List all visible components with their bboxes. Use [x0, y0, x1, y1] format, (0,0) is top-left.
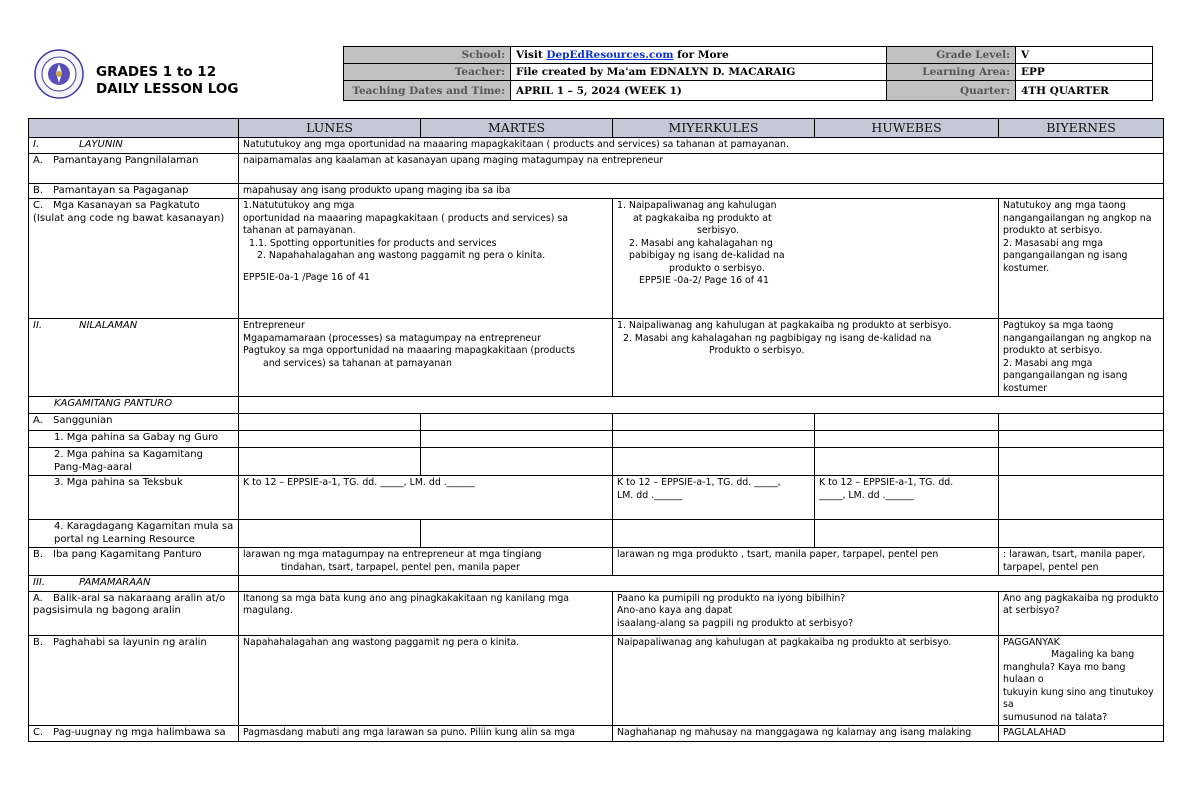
- row-gabay: [29, 431, 1164, 448]
- cell-pag-uugnay-lunes-martes: Pagmasdang mabuti ang mga larawan sa puno. Piliin kung alin sa mga: [239, 726, 613, 742]
- kasanayan-lunes-line: oportunidad na maaaring mapagkakitaan ( products and services) sa: [243, 212, 568, 224]
- label-pangnilalaman: [29, 153, 239, 183]
- text-pagaganap: Pamantayan sa Pagaganap: [53, 184, 189, 196]
- num-balik-aral: A.: [33, 592, 43, 604]
- iba-pang-biyernes-line: tarpapel, pentel pen: [1003, 561, 1099, 573]
- day-header-lunes: LUNES: [239, 119, 421, 138]
- row-iba-pang: [29, 548, 1164, 576]
- text-iba-pang: Iba pang Kagamitang Panturo: [53, 549, 202, 560]
- teaching-dates-value: APRIL 1 – 5, 2024 (WEEK 1): [511, 81, 887, 101]
- deped-seal-icon: [34, 49, 84, 99]
- nilalaman-biyernes-line: 2. Masabi ang mga: [1003, 357, 1093, 369]
- cell-sanggunian-martes: [421, 414, 613, 431]
- cell-kasanayan-miyerkules-huwebes: [613, 199, 999, 319]
- paghahabi-biyernes-line: manghula? Kaya mo bang hulaan o: [1003, 661, 1126, 685]
- num-pag-uugnay: C.: [33, 727, 44, 738]
- nilalaman-miyerkules-line: 2. Masabi ang kahalagahan ng pagbibigay ng isang de-kalidad na: [623, 332, 932, 344]
- cell-iba-pang-lunes-martes: [239, 548, 613, 576]
- cell-paghahabi-lunes-martes: Napahahalagahan ang wastong paggamit ng pera o kinita.: [239, 635, 613, 726]
- cell-pangnilalaman: naipamamalas ang kaalaman at kasanayan upang maging matagumpay na entrepreneur: [239, 153, 1164, 183]
- text-pamamaraan: PAMAMARAAN: [79, 577, 151, 588]
- school-suffix: for More: [673, 49, 729, 61]
- info-table: [343, 46, 1153, 101]
- nilalaman-lunes-line: Pagtukoy sa mga opportunidad na maaaring mapagkakitaan (products: [243, 345, 575, 356]
- day-header-row: [29, 119, 1164, 138]
- teksbuk-huwebes-line: K to 12 – EPPSIE-a-1, TG. dd.: [819, 477, 954, 488]
- dll-title: [96, 64, 238, 98]
- cell-iba-pang-biyernes: [999, 548, 1164, 576]
- cell-nilalaman-miyerkules-huwebes: [613, 319, 999, 397]
- text-kasanayan: Mga Kasanayan sa Pagkatuto (Isulat ang code ng bawat kasanayan): [33, 200, 225, 224]
- balik-aral-miyerkules-line: Paano ka pumipili ng produkto na iyong bibilhin?: [617, 592, 846, 604]
- text-sanggunian: Sanggunian: [53, 415, 113, 426]
- row-nilalaman: [29, 319, 1164, 397]
- cell-kagamitang-pang-lunes: [239, 448, 421, 476]
- cell-pag-uugnay-biyernes: PAGLALAHAD: [999, 726, 1164, 742]
- paghahabi-biyernes-line: sumusunod na talata?: [1003, 711, 1108, 723]
- day-header-huwebes: HUWEBES: [815, 119, 999, 138]
- cell-pagaganap: mapahusay ang isang produkto upang maging iba sa iba: [239, 183, 1164, 199]
- num-pangnilalaman: A.: [33, 154, 43, 166]
- kasanayan-miyerkules-line: at pagkakaiba ng produkto at: [633, 212, 772, 224]
- paghahabi-biyernes-line: Magaling ka bang: [1051, 649, 1135, 660]
- label-layunin: [29, 138, 239, 154]
- num-pagaganap: B.: [33, 184, 44, 196]
- paghahabi-biyernes-line: PAGGANYAK: [1003, 636, 1060, 648]
- school-prefix: Visit: [516, 49, 547, 61]
- kasanayan-lunes-code: EPP5IE-0a-1 /Page 16 of 41: [243, 271, 370, 283]
- kasanayan-miyerkules-line: 2. Masabi ang kahalagahan ng: [629, 237, 773, 249]
- label-teksbuk: 3. Mga pahina sa Teksbuk: [29, 476, 239, 520]
- iba-pang-biyernes-line: : larawan, tsart, manila paper,: [1003, 549, 1146, 560]
- kasanayan-lunes-line: 1.1. Spotting opportunities for products and services: [249, 237, 497, 249]
- num-iba-pang: B.: [33, 549, 44, 560]
- cell-kagamitang-pang-martes: [421, 448, 613, 476]
- nilalaman-lunes-line: Entrepreneur: [243, 320, 305, 331]
- label-kagamitan: KAGAMITANG PANTURO: [29, 397, 239, 414]
- day-header-martes: MARTES: [421, 119, 613, 138]
- text-paghahabi: Paghahabi sa layunin ng aralin: [53, 636, 207, 648]
- num-layunin: I.: [33, 139, 40, 150]
- cell-paghahabi-biyernes: [999, 635, 1164, 726]
- kasanayan-biyernes-line: pangangailangan ng isang kostumer.: [1003, 250, 1128, 274]
- label-pag-uugnay: [29, 726, 239, 742]
- label-balik-aral: [29, 591, 239, 635]
- cell-sanggunian-miyerkules: [613, 414, 815, 431]
- row-pamamaraan: [29, 576, 1164, 592]
- cell-kasanayan-lunes-martes: [239, 199, 613, 319]
- cell-paghahabi-miyerkules-huwebes: Naipapaliwanag ang kahulugan at pagkakaiba ng produkto at serbisyo.: [613, 635, 999, 726]
- num-sanggunian: A.: [33, 415, 43, 426]
- learning-area-value: EPP: [1016, 64, 1153, 81]
- row-teksbuk: [29, 476, 1164, 520]
- nilalaman-miyerkules-line: Produkto o serbisyo.: [709, 345, 805, 356]
- num-pamamaraan: III.: [33, 577, 46, 588]
- text-pangnilalaman: Pamantayang Pangnilalaman: [53, 154, 199, 166]
- text-balik-aral: Balik-aral sa nakaraang aralin at/o pagsisimula ng bagong aralin: [33, 592, 226, 616]
- day-header-biyernes: BIYERNES: [999, 119, 1164, 138]
- school-label: School:: [344, 47, 511, 64]
- num-nilalaman: II.: [33, 320, 43, 331]
- label-pamamaraan: [29, 576, 239, 592]
- balik-aral-miyerkules-line: Ano-ano kaya ang dapat: [617, 605, 733, 616]
- kasanayan-lunes-line: 1.Natututukoy ang mga: [243, 200, 355, 211]
- kasanayan-miyerkules-code: EPP5IE -0a-2/ Page 16 of 41: [639, 275, 769, 286]
- teacher-value: File created by Ma'am EDNALYN D. MACARAIG: [511, 64, 887, 81]
- cell-karagdagang-biyernes: [999, 520, 1164, 548]
- row-paghahabi: [29, 635, 1164, 726]
- kasanayan-biyernes-line: nangangailangan ng angkop na: [1003, 212, 1152, 224]
- grade-level-value: V: [1016, 47, 1153, 64]
- cell-balik-aral-biyernes: Ano ang pagkakaiba ng produkto at serbisyo?: [999, 591, 1164, 635]
- cell-kagamitang-pang-biyernes: [999, 448, 1164, 476]
- row-kagamitan: [29, 397, 1164, 414]
- kasanayan-biyernes-line: 2. Masasabi ang mga: [1003, 237, 1103, 249]
- num-paghahabi: B.: [33, 636, 44, 648]
- label-karagdagang: 4. Karagdagang Kagamitan mula sa portal ng Learning Resource: [29, 520, 239, 548]
- cell-gabay-martes: [421, 431, 613, 448]
- cell-teksbuk-biyernes: [999, 476, 1164, 520]
- iba-pang-lunes-line: larawan ng mga matagumpay na entrepreneur at mga tingiang: [243, 549, 542, 560]
- teacher-label: Teacher:: [344, 64, 511, 81]
- label-kasanayan: [29, 199, 239, 319]
- label-gabay: 1. Mga pahina sa Gabay ng Guro: [29, 431, 239, 448]
- row-karagdagang: [29, 520, 1164, 548]
- row-kagamitang-pang: [29, 448, 1164, 476]
- quarter-label: Quarter:: [887, 81, 1016, 101]
- cell-sanggunian-lunes: [239, 414, 421, 431]
- title-line-2: DAILY LESSON LOG: [96, 81, 239, 97]
- row-sanggunian: [29, 414, 1164, 431]
- label-pagaganap: [29, 183, 239, 199]
- nilalaman-biyernes-line: nangangailangan ng angkop na: [1003, 332, 1152, 344]
- nilalaman-lunes-line: and services) sa tahanan at pamayanan: [263, 357, 452, 369]
- row-balik-aral: [29, 591, 1164, 635]
- label-kagamitang-pang: 2. Mga pahina sa Kagamitang Pang-Mag-aaral: [29, 448, 239, 476]
- cell-teksbuk-lunes: K to 12 – EPPSIE-a-1, TG. dd. _____, LM. dd .______: [239, 476, 613, 520]
- cell-kasanayan-biyernes: [999, 199, 1164, 319]
- grade-level-label: Grade Level:: [887, 47, 1016, 64]
- cell-nilalaman-lunes-martes: [239, 319, 613, 397]
- day-header-miyerkules: MIYERKULES: [613, 119, 815, 138]
- kasanayan-biyernes-line: produkto at serbisyo.: [1003, 225, 1103, 236]
- label-sanggunian: [29, 414, 239, 431]
- cell-sanggunian-huwebes: [815, 414, 999, 431]
- cell-pag-uugnay-miyerkules-huwebes: Naghahanap ng mahusay na manggagawa ng kalamay ang isang malaking: [613, 726, 999, 742]
- school-value: [511, 47, 887, 64]
- label-iba-pang: [29, 548, 239, 576]
- nilalaman-biyernes-line: pangangailangan ng isang kostumer: [1003, 370, 1128, 394]
- title-line-1: GRADES 1 to 12: [96, 64, 217, 80]
- blank-header-cell: [29, 119, 239, 138]
- cell-teksbuk-miyerkules: [613, 476, 815, 520]
- quarter-value: 4TH QUARTER: [1016, 81, 1153, 101]
- kasanayan-lunes-line: 2. Napahahalagahan ang wastong paggamit ng pera o kinita.: [257, 250, 546, 261]
- paghahabi-biyernes-line: tukuyin kung sino ang tinutukoy sa: [1003, 686, 1154, 710]
- depedresources-link[interactable]: DepEdResources.com: [546, 49, 674, 61]
- text-nilalaman: NILALAMAN: [79, 320, 138, 331]
- row-pangnilalaman: [29, 153, 1164, 183]
- cell-balik-aral-miyerkules-huwebes: [613, 591, 999, 635]
- cell-nilalaman-biyernes: [999, 319, 1164, 397]
- cell-kagamitan: [239, 397, 1164, 414]
- nilalaman-biyernes-line: produkto at serbisyo.: [1003, 345, 1103, 356]
- row-pagaganap: [29, 183, 1164, 199]
- label-paghahabi: [29, 635, 239, 726]
- cell-karagdagang-huwebes: [815, 520, 999, 548]
- nilalaman-lunes-line: Mgapamamaraan (processes) sa matagumpay na entrepreneur: [243, 332, 541, 344]
- balik-aral-miyerkules-line: isaalang-alang sa pagpili ng produkto at serbisyo?: [617, 617, 854, 629]
- cell-kagamitang-pang-huwebes: [815, 448, 999, 476]
- num-kasanayan: C.: [33, 200, 44, 211]
- cell-sanggunian-biyernes: [999, 414, 1164, 431]
- cell-iba-pang-miyerkules-huwebes: larawan ng mga produkto , tsart, manila paper, tarpapel, pentel pen: [613, 548, 999, 576]
- kasanayan-miyerkules-line: produkto o serbisyo.: [669, 262, 765, 274]
- teksbuk-huwebes-line: _____, LM. dd .______: [819, 489, 914, 501]
- cell-balik-aral-lunes-martes: Itanong sa mga bata kung ano ang pinagkakakitaan ng kanilang mga magulang.: [239, 591, 613, 635]
- row-kasanayan: [29, 199, 1164, 319]
- cell-kagamitang-pang-miyerkules: [613, 448, 815, 476]
- kasanayan-miyerkules-line: serbisyo.: [697, 225, 740, 236]
- kasanayan-lunes-line: tahanan at pamayanan.: [243, 225, 356, 236]
- row-pag-uugnay: [29, 726, 1164, 742]
- cell-layunin: Natututukoy ang mga oportunidad na maaaring mapagkakitaan ( products and services) sa tahanan at pamayanan.: [239, 138, 1164, 154]
- text-pag-uugnay: Pag-uugnay ng mga halimbawa sa: [53, 727, 226, 738]
- learning-area-label: Learning Area:: [887, 64, 1016, 81]
- dll-header: [28, 46, 1163, 102]
- nilalaman-biyernes-line: Pagtukoy sa mga taong: [1003, 320, 1114, 331]
- teaching-dates-label: Teaching Dates and Time:: [344, 81, 511, 101]
- cell-karagdagang-martes: [421, 520, 613, 548]
- label-nilalaman: [29, 319, 239, 397]
- cell-gabay-lunes: [239, 431, 421, 448]
- cell-gabay-huwebes: [815, 431, 999, 448]
- teksbuk-miyerkules-line: LM. dd .______: [617, 489, 683, 501]
- kasanayan-biyernes-line: Natutukoy ang mga taong: [1003, 200, 1126, 211]
- nilalaman-miyerkules-line: 1. Naipaliwanag ang kahulugan at pagkakaiba ng produkto at serbisyo.: [617, 320, 952, 331]
- iba-pang-lunes-line: tindahan, tsart, tarpapel, pentel pen, manila paper: [281, 561, 520, 573]
- cell-karagdagang-lunes: [239, 520, 421, 548]
- cell-teksbuk-huwebes: [815, 476, 999, 520]
- cell-pamamaraan: [239, 576, 1164, 592]
- cell-gabay-miyerkules: [613, 431, 815, 448]
- kasanayan-miyerkules-line: 1. Naipapaliwanag ang kahulugan: [617, 200, 777, 211]
- row-layunin: [29, 138, 1164, 154]
- kasanayan-miyerkules-line: pabibigay ng isang de-kalidad na: [629, 250, 785, 261]
- teksbuk-miyerkules-line: K to 12 – EPPSIE-a-1, TG. dd. _____,: [617, 477, 781, 488]
- lesson-log-table: [28, 118, 1164, 742]
- cell-karagdagang-miyerkules: [613, 520, 815, 548]
- text-layunin: LAYUNIN: [79, 139, 123, 150]
- cell-gabay-biyernes: [999, 431, 1164, 448]
